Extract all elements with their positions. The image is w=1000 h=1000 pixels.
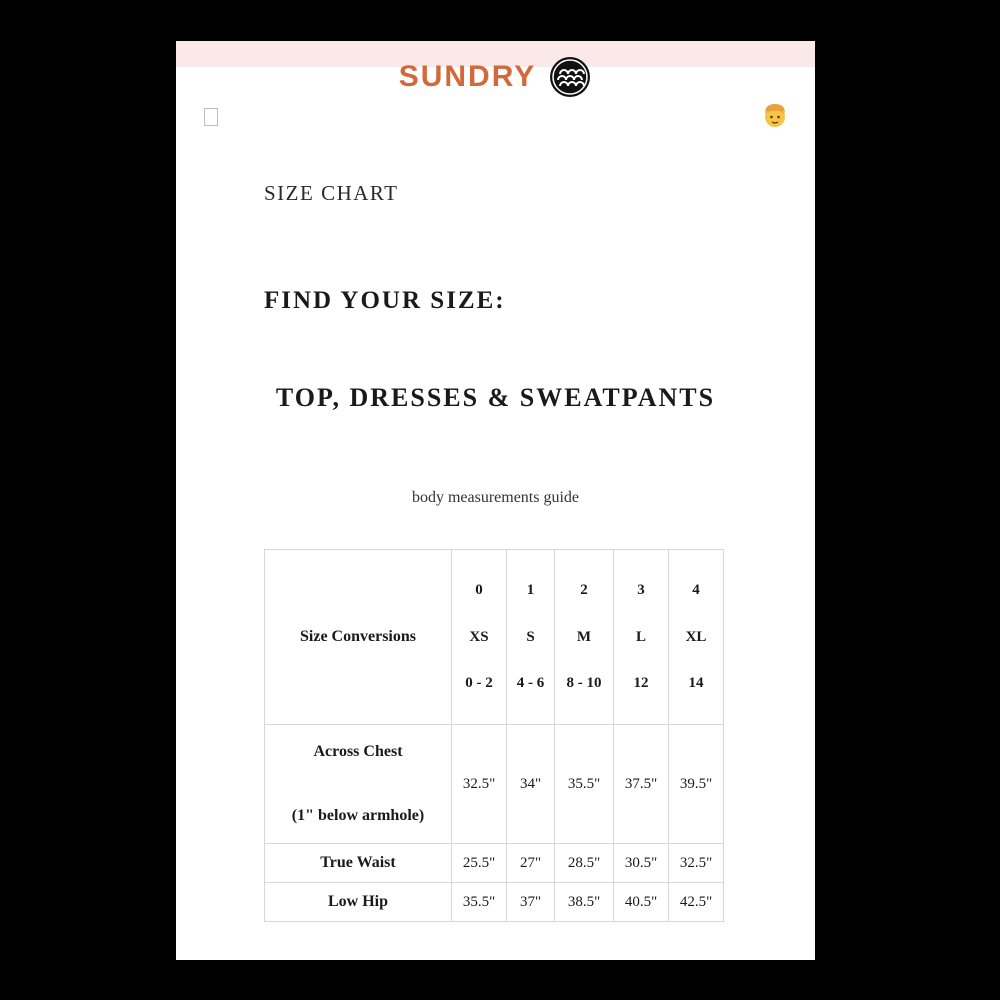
size-number: 4	[692, 582, 700, 598]
table-cell: 38.5"	[555, 883, 614, 922]
row-label-main: Across Chest	[313, 743, 403, 760]
size-number: 3	[637, 582, 645, 598]
size-column-header	[669, 550, 724, 725]
brand-name: SUNDRY	[398, 60, 537, 93]
wave-logo-icon	[548, 55, 592, 99]
size-letter: S	[526, 628, 535, 645]
size-letter: M	[576, 628, 592, 645]
us-size: 14	[688, 675, 704, 691]
table-cell: 34"	[507, 725, 555, 844]
us-size: 8 - 10	[566, 675, 602, 691]
row-label	[265, 725, 452, 844]
size-table	[264, 549, 724, 922]
size-conversions-label: Size Conversions	[265, 550, 452, 725]
table-cell: 25.5"	[452, 844, 507, 883]
size-chart-page	[176, 41, 815, 960]
us-size: 0 - 2	[465, 675, 493, 691]
table-cell: 39.5"	[669, 725, 724, 844]
table-cell: 28.5"	[555, 844, 614, 883]
table-cell: 30.5"	[614, 844, 669, 883]
guide-label: body measurements guide	[411, 489, 580, 506]
size-column-header	[555, 550, 614, 725]
category-heading: TOP, DRESSES & SWEATPANTS	[275, 383, 716, 412]
row-label: True Waist	[265, 844, 452, 883]
row-label-sub: (1" below armhole)	[291, 807, 425, 824]
table-row	[265, 725, 724, 844]
table-header-row	[265, 550, 724, 725]
size-column-header	[507, 550, 555, 725]
size-number: 1	[526, 582, 535, 598]
table-row	[265, 883, 724, 922]
size-column-header	[614, 550, 669, 725]
size-letter: XL	[685, 628, 707, 645]
size-column-header	[452, 550, 507, 725]
find-size-heading: FIND YOUR SIZE:	[264, 287, 506, 314]
table-cell: 35.5"	[452, 883, 507, 922]
table-cell: 32.5"	[452, 725, 507, 844]
row-label: Low Hip	[265, 883, 452, 922]
size-letter: L	[635, 628, 646, 645]
us-size: 12	[633, 675, 649, 691]
us-size: 4 - 6	[516, 675, 545, 691]
size-number: 2	[580, 582, 588, 598]
table-cell: 40.5"	[614, 883, 669, 922]
menu-icon[interactable]	[204, 108, 218, 126]
size-letter: XS	[469, 628, 489, 645]
table-cell: 37"	[507, 883, 555, 922]
size-number: 0	[475, 582, 483, 598]
table-cell: 27"	[507, 844, 555, 883]
table-cell: 32.5"	[669, 844, 724, 883]
table-cell: 42.5"	[669, 883, 724, 922]
table-cell: 37.5"	[614, 725, 669, 844]
face-emoji-icon[interactable]	[760, 101, 790, 131]
table-cell: 35.5"	[555, 725, 614, 844]
table-row	[265, 844, 724, 883]
brand-logo[interactable]	[176, 55, 815, 99]
page-title: SIZE CHART	[264, 181, 399, 205]
